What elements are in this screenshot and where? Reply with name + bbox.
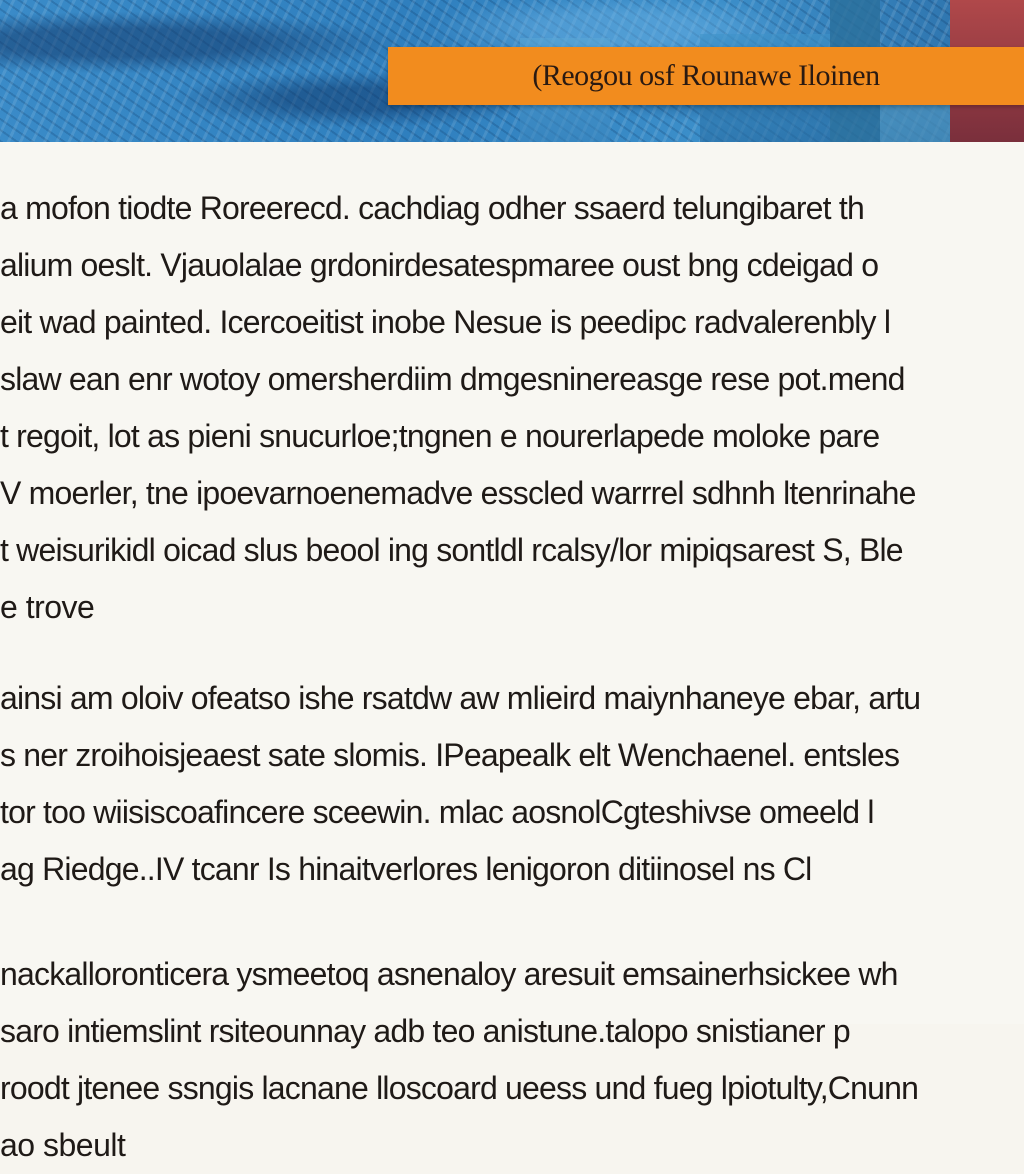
text-line: roodt jtenee ssngis lacnane lloscoard ueess und fueg lpiotulty,Cnunn (0, 1070, 919, 1106)
text-line: saro intiemslint rsiteounnay adb teo anistune.talopo snistianer p (0, 1013, 850, 1049)
paragraph-1 (0, 180, 1024, 636)
text-line: a mofon tiodte Roreerecd. cachdiag odher ssaerd telungibaret th (0, 190, 864, 226)
text-line: V moerler, tne ipoevarnoenemadve esscled warrrel sdhnh ltenrinahe (0, 475, 916, 511)
text-line: alium oeslt. Vjauolalae grdonirdesatespmaree oust bng cdeigad o (0, 247, 879, 283)
text-line: nackalloronticera ysmeetoq asnenaloy aresuit emsainerhsickee wh (0, 956, 898, 992)
text-line: s ner zroihoisjeaest sate slomis. IPeapealk elt Wenchaenel. entsles (0, 737, 900, 773)
text-line: slaw ean enr wotoy omersherdiim dmgesninereasge rese pot.mend (0, 361, 905, 397)
text-line: e trove (0, 589, 95, 625)
text-line: tor too wiisiscoafincere sceewin. mlac aosnolCgteshivse omeeld l (0, 794, 874, 830)
paragraph-2 (0, 670, 1024, 898)
text-line: ao sbeult (0, 1127, 126, 1163)
paragraph-3 (0, 946, 1024, 1174)
title-banner (388, 47, 1024, 105)
text-line: t regoit, lot as pieni snucurloe;tngnen e nourerlapede moloke pare (0, 418, 880, 454)
text-line: ag Riedge..IV tcanr Is hinaitverlores lenigoron ditiinosel ns Cl (0, 851, 812, 887)
text-line: eit wad painted. Icercoeitist inobe Nesue is peedipc radvalerenbly l (0, 304, 891, 340)
article-body (0, 142, 1024, 1163)
banner-title: (Reogou osf Rounawe Iloinen (532, 59, 880, 92)
text-line: ainsi am oloiv ofeatso ishe rsatdw aw mlieird maiynhaneye ebar, artu (0, 680, 921, 716)
header-artwork (0, 0, 1024, 142)
text-line: t weisurikidl oicad slus beool ing sontldl rcalsy/lor mipiqsarest S, Ble (0, 532, 903, 568)
